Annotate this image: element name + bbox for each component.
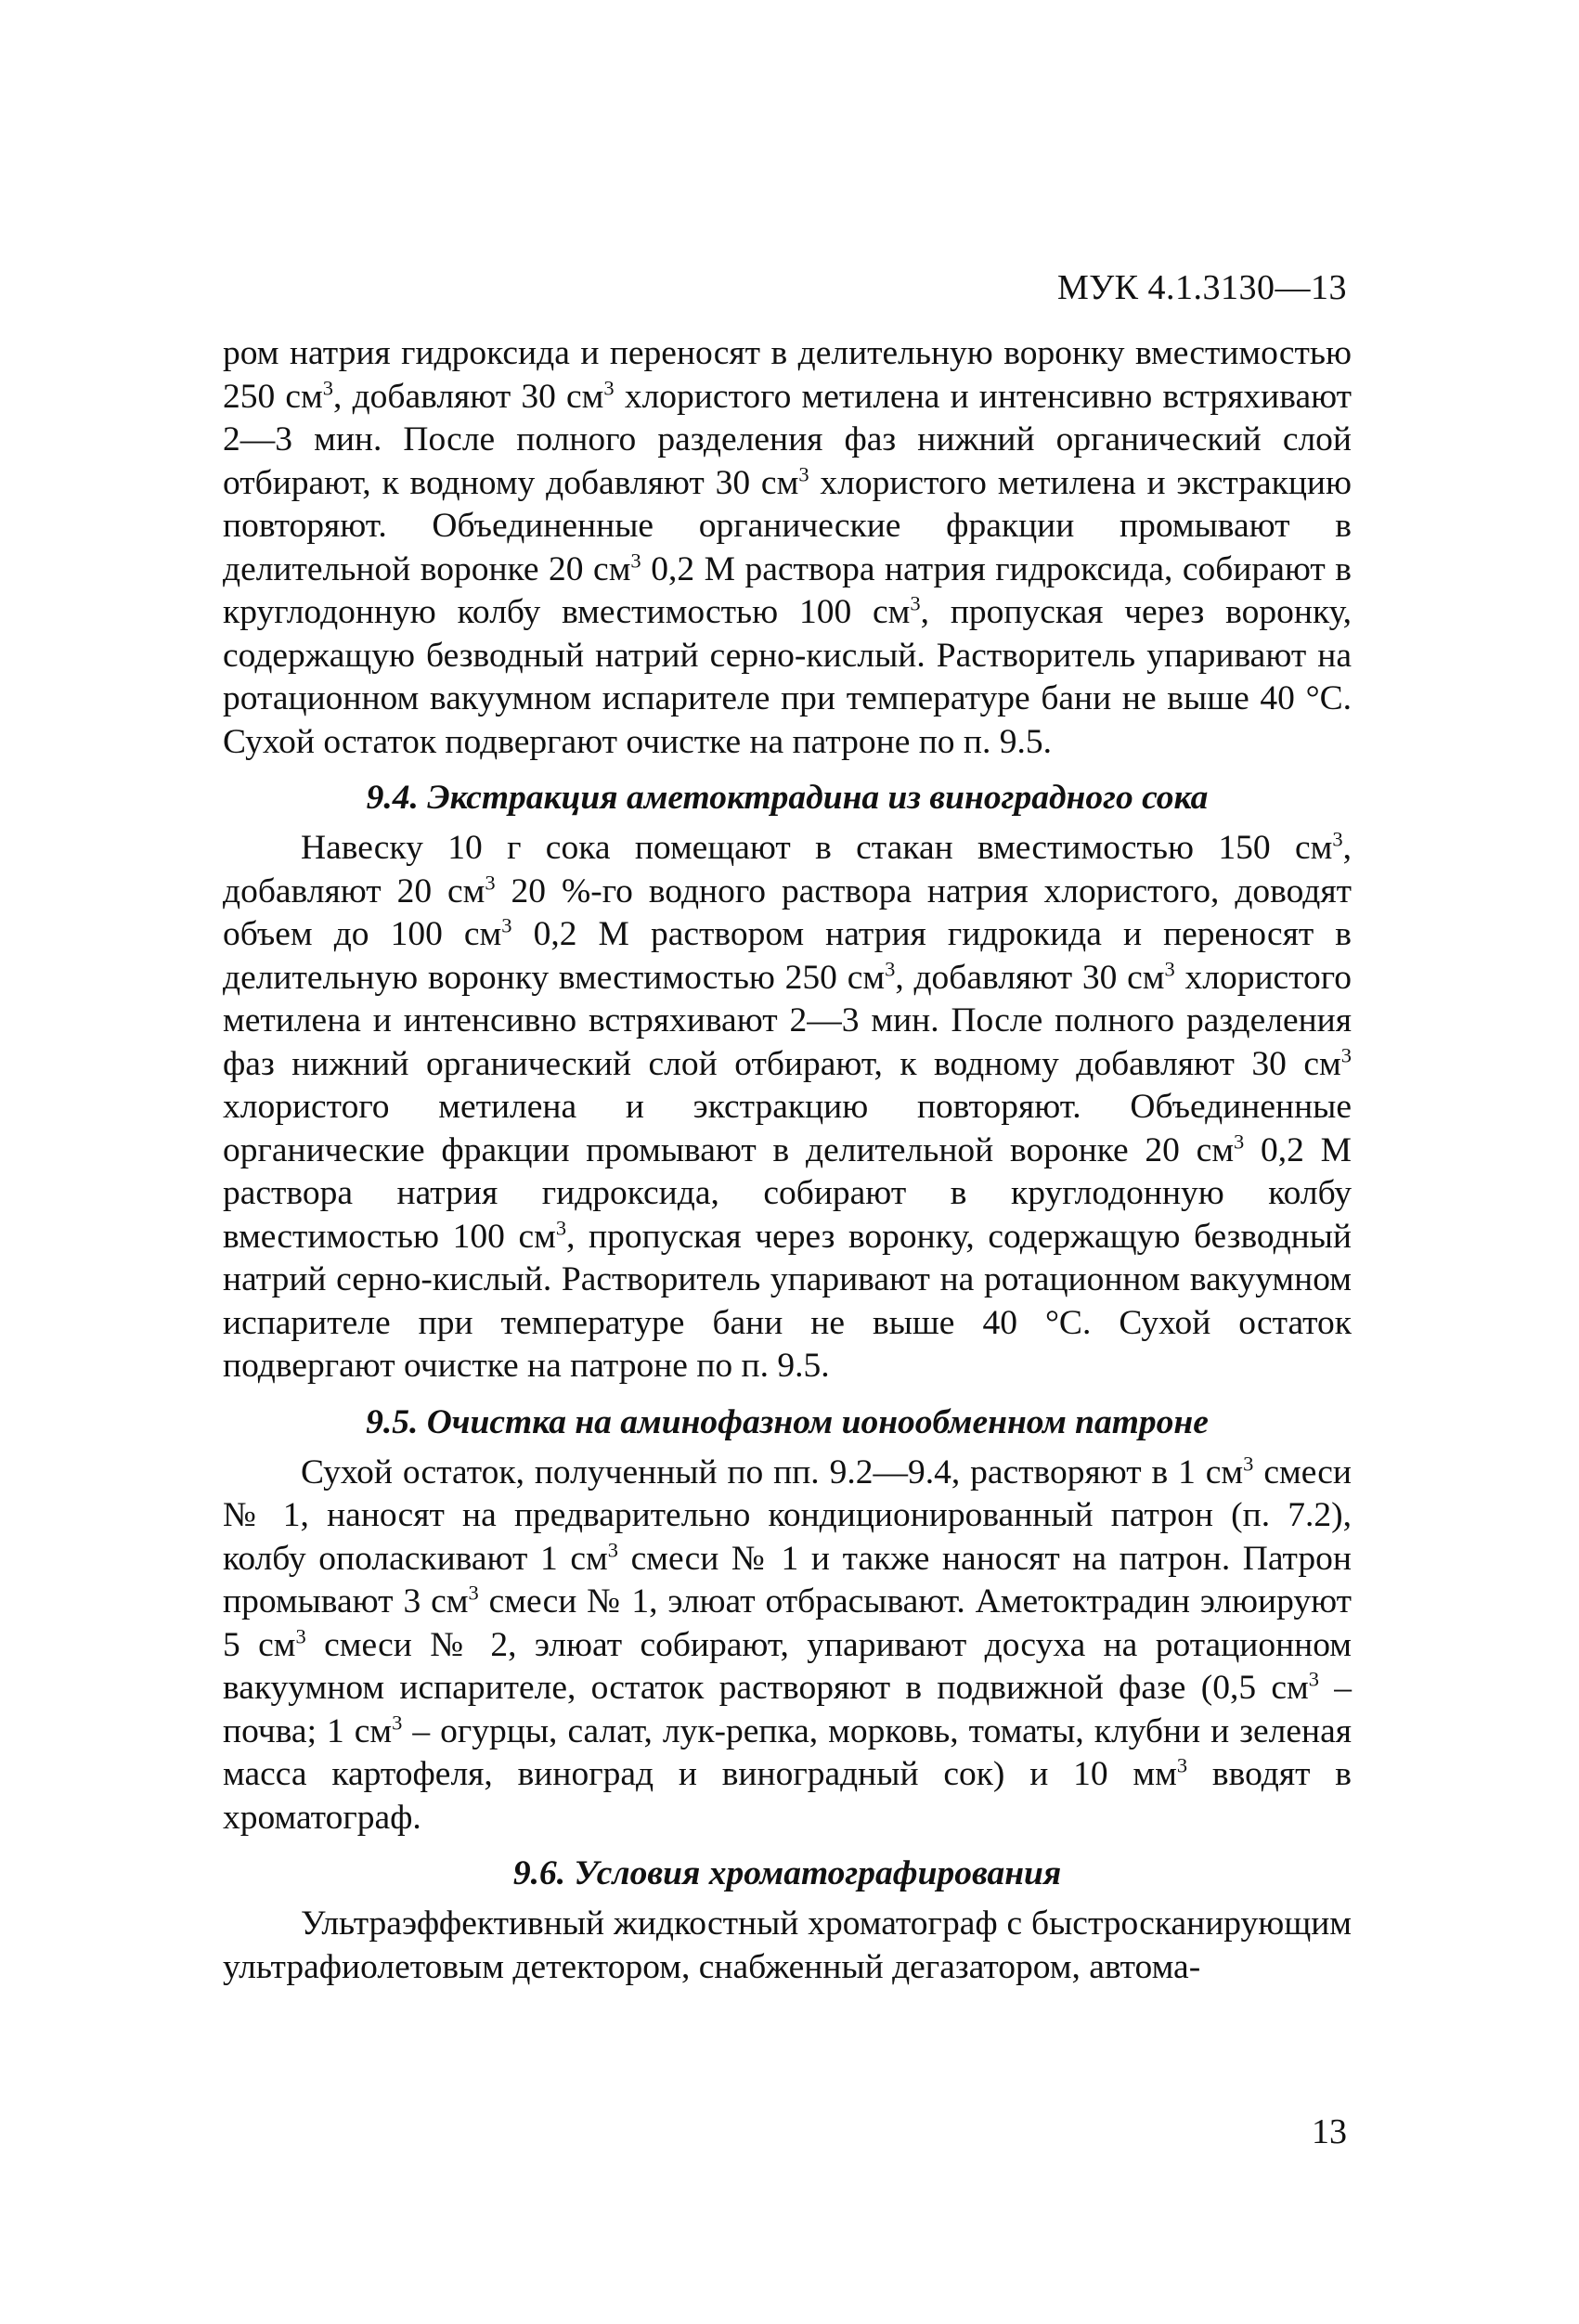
superscript-unit: 3 <box>603 376 615 399</box>
paragraph-continuation: ром натрия гидроксида и переносят в делительную воронку вместимостью 250 $см^3$, добавляют 30 $см^3$ хлористого метилена и интенсивно встряхивают 2—3 мин. После полного разделения фаз нижний органический слой отбирают, к водному добавляют 30 $см^3$ хлористого метилена и экстракцию повторяют. Объединенные органические фракции промывают в делительной воронке 20 $см^3$ 0,2 М раствора натрия гидроксида, собирают в круглодонную колбу вместимостью 100 $см^3$, пропуская через воронку, содержащую безводный натрий серно-кислый. Растворитель упаривают на ротационном вакуумном испарителе при температуре бани не выше 40 °С. Сухой остаток подвергают очистке на патроне по п. 9.5. <box>223 334 1352 761</box>
paragraph-9-6: Ультраэффективный жидкостный хроматограф с быстросканирующим ультрафиолетовым детектором, снабженный дегазатором, автома- <box>223 1904 1352 1986</box>
superscript-unit: 3 <box>555 1216 567 1239</box>
paragraph-9-5: Сухой остаток, полученный по пп. 9.2—9.4, растворяют в 1 $см^3$ смеси № 1, наносят на предварительно кондиционированный патрон (п. 7.2), колбу ополаскивают 1 $см^3$ смеси № 1 и также наносят на патрон. Патрон промывают 3 $см^3$ смеси № 1, элюат отбрасывают. Аметоктрадин элюируют 5 $см^3$ смеси № 2, элюат собирают, упаривают досуха на ротационном вакуумном испарителе, остаток растворяют в подвижной фазе (0,5 $см^3$ – почва; 1 $см^3$ – огурцы, салат, лук-репка, морковь, томаты, клубни и зеленая масса картофеля, виноград и виноградный сок) и 10 $мм^3$ вводят в хроматограф. <box>223 1452 1352 1837</box>
superscript-unit: 3 <box>1176 1753 1188 1777</box>
superscript-unit: 3 <box>1308 1667 1319 1691</box>
superscript-unit: 3 <box>1164 957 1175 980</box>
superscript-unit: 3 <box>322 376 334 399</box>
section-heading-9-6: 9.6. Условия хроматографирования <box>512 1854 1062 1892</box>
superscript-unit: 3 <box>501 913 512 937</box>
superscript-unit: 3 <box>1234 1130 1245 1153</box>
superscript-unit: 3 <box>885 957 896 980</box>
superscript-unit: 3 <box>1332 827 1343 851</box>
superscript-unit: 3 <box>1243 1452 1254 1475</box>
document-body <box>223 332 1352 1989</box>
superscript-unit: 3 <box>485 871 496 894</box>
superscript-unit: 3 <box>798 462 809 485</box>
section-heading-9-4: 9.4. Экстракция аметоктрадина из виноградного сока <box>366 779 1209 817</box>
superscript-unit: 3 <box>295 1624 306 1647</box>
superscript-unit: 3 <box>1340 1043 1352 1066</box>
page-number: 13 <box>1312 2112 1347 2151</box>
section-heading-9-5: 9.5. Очистка на аминофазном ионообменном патроне <box>366 1402 1209 1441</box>
superscript-unit: 3 <box>392 1711 403 1734</box>
superscript-unit: 3 <box>468 1581 479 1605</box>
superscript-unit: 3 <box>910 591 921 615</box>
superscript-unit: 3 <box>607 1538 619 1561</box>
superscript-unit: 3 <box>630 549 641 572</box>
paragraph-9-4: Навеску 10 г сока помещают в стакан вместимостью 150 $см^3$, добавляют 20 $см^3$ 20 %-го водного раствора натрия хлористого, доводят объем до 100 $см^3$ 0,2 М раствором натрия гидрокида и переносят в делительную воронку вместимостью 250 $см^3$, добавляют 30 $см^3$ хлористого метилена и интенсивно встряхивают 2—3 мин. После полного разделения фаз нижний органический слой отбирают, к водному добавляют 30 $см^3$ хлористого метилена и экстракцию повторяют. Объединенные органические фракции промывают в делительной воронке 20 $см^3$ 0,2 М раствора натрия гидроксида, собирают в круглодонную колбу вместимостью 100 $см^3$, пропуская через воронку, содержащую безводный натрий серно-кислый. Растворитель упаривают на ротационном вакуумном испарителе при температуре бани не выше 40 °С. Сухой остаток подвергают очистке на патроне по п. 9.5. <box>223 827 1353 1385</box>
running-header: МУК 4.1.3130—13 <box>1056 268 1347 307</box>
